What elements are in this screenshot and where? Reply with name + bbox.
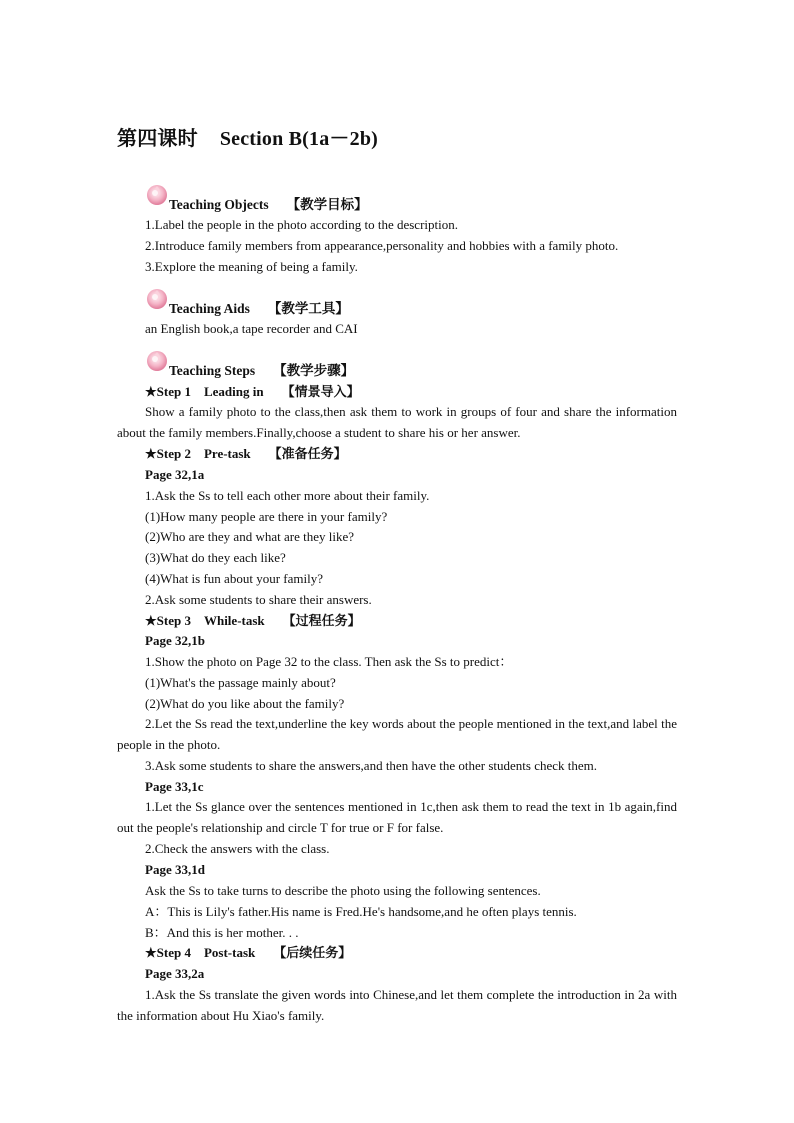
step-3-name: While-task (203, 613, 265, 628)
flower-bullet-icon (144, 182, 170, 208)
step-1-paragraph: Show a family photo to the class,then ask them to work in groups of four and share the information about the family members.Finally,choose a student to share his or her answer. (117, 404, 677, 440)
objective-1: 1.Label the people in the photo according to the description. (145, 217, 458, 232)
step-3-page-1b: Page 32,1b (145, 633, 205, 648)
step-1-cn: 【情景导入】 (281, 384, 360, 399)
step-3-label: ★Step 3 (145, 613, 191, 628)
step-3-page-1d: Page 33,1d (145, 862, 205, 877)
title-en: Section B(1a－2b) (219, 128, 379, 150)
step-2-label: ★Step 2 (145, 446, 191, 461)
step-4-name: Post-task (203, 945, 256, 960)
step-3-line-4: Ask the Ss to take turns to describe the photo using the following sentences. (145, 883, 541, 898)
heading-aids-en: Teaching Aids (169, 301, 250, 316)
objective-2: 2.Introduce family members from appearance,personality and hobbies with a family photo. (145, 238, 619, 253)
step-3-heading (145, 613, 361, 629)
objective-3: 3.Explore the meaning of being a family. (145, 259, 358, 274)
heading-aids-cn: 【教学工具】 (267, 301, 349, 316)
step-3-line-1: 1.Show the photo on Page 32 to the class. Then ask the Ss to predict： (145, 654, 513, 669)
step-2-page: Page 32,1a (145, 467, 205, 482)
step-3-line-2: (1)What's the passage mainly about? (145, 675, 336, 690)
step-2-line-3: (2)Who are they and what are they like? (145, 529, 354, 544)
step-3-check-line-2: 2.Check the answers with the class. (145, 841, 330, 856)
step-4-cn: 【后续任务】 (273, 945, 352, 960)
step-3-paragraph-2: 1.Let the Ss glance over the sentences mentioned in 1c,then ask them to read the text in 1b again,find out the people's relationship and circle T for true or F for false. (117, 799, 677, 835)
step-3-paragraph-1: 2.Let the Ss read the text,underline the key words about the people mentioned in the text,and label the people in the photo. (117, 716, 677, 752)
aids-text: an English book,a tape recorder and CAI (145, 321, 358, 336)
flower-bullet-icon (144, 348, 170, 374)
step-4-page: Page 33,2a (145, 966, 205, 981)
step-3-line-5: A：This is Lily's father.His name is Fred.He's handsome,and he often plays tennis. (145, 904, 577, 919)
step-2-name: Pre-task (203, 446, 251, 461)
step-2-line-1: 1.Ask the Ss to tell each other more about their family. (145, 488, 430, 503)
step-4-paragraph: 1.Ask the Ss translate the given words into Chinese,and let them complete the introduction in 2a with the information about Hu Xiao's family. (117, 987, 677, 1023)
page-title (117, 122, 378, 151)
heading-steps-cn: 【教学步骤】 (273, 363, 355, 378)
step-4-label: ★Step 4 (145, 945, 191, 960)
step-2-cn: 【准备任务】 (268, 446, 347, 461)
step-2-line-2: (1)How many people are there in your family? (145, 509, 388, 524)
title-cn: 第四课时 (117, 128, 198, 150)
heading-steps-en: Teaching Steps (169, 363, 256, 378)
flower-bullet-icon (144, 286, 170, 312)
step-2-line-4: (3)What do they each like? (145, 550, 286, 565)
step-3-page-1c: Page 33,1c (145, 779, 204, 794)
step-3-line-6: B：And this is her mother. . . (145, 925, 299, 940)
step-2-heading (145, 446, 347, 462)
heading-objects-cn: 【教学目标】 (286, 197, 368, 212)
step-1-heading (145, 384, 360, 400)
step-1-label: ★Step 1 (145, 384, 191, 399)
heading-objects-en: Teaching Objects (169, 197, 269, 212)
step-3-cn: 【过程任务】 (282, 613, 361, 628)
step-3-line-3: (2)What do you like about the family? (145, 696, 345, 711)
step-4-heading (145, 945, 351, 961)
step-3-check-line: 3.Ask some students to share the answers,and then have the other students check them. (145, 758, 597, 773)
step-1-name: Leading in (203, 384, 264, 399)
step-2-line-6: 2.Ask some students to share their answers. (145, 592, 372, 607)
step-2-line-5: (4)What is fun about your family? (145, 571, 323, 586)
